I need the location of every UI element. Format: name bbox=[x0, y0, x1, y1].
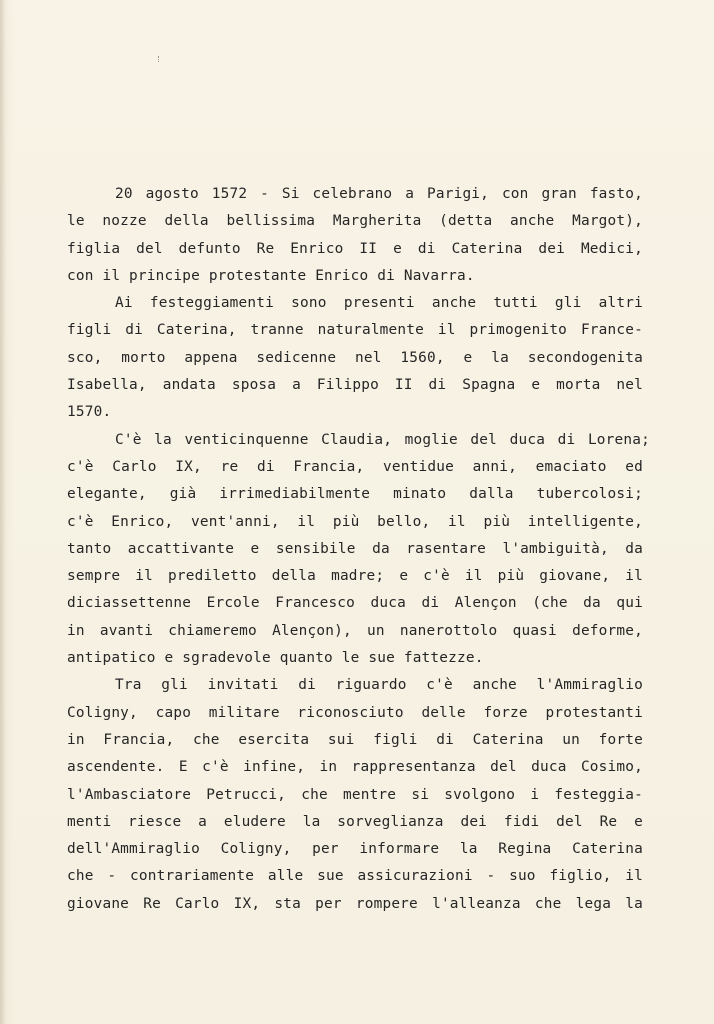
text-line: sempre il prediletto della madre; e c'è il più giovane, il bbox=[67, 568, 643, 585]
typed-body-text bbox=[67, 181, 650, 918]
text-line: menti riesce a eludere la sorveglianza dei fidi del Re e bbox=[67, 813, 643, 830]
text-line: sco, morto appena sedicenne nel 1560, e la secondogenita bbox=[67, 349, 643, 366]
text-line: le nozze della bellissima Margherita (detta anche Margot), bbox=[67, 213, 643, 230]
text-line: in avanti chiameremo Alençon), un nanerottolo quasi deforme, bbox=[67, 622, 643, 639]
paper-speck bbox=[158, 56, 161, 62]
text-line: giovane Re Carlo IX, sta per rompere l'alleanza che lega la bbox=[67, 895, 643, 912]
text-line: tanto accattivante e sensibile da rasentare l'ambiguità, da bbox=[67, 540, 643, 557]
text-line: Tra gli invitati di riguardo c'è anche l'Ammiraglio bbox=[115, 677, 643, 694]
page-edge-shadow bbox=[0, 0, 6, 1024]
text-line: ascendente. E c'è infine, in rappresentanza del duca Cosimo, bbox=[67, 759, 643, 776]
text-line: l'Ambasciatore Petrucci, che mentre si svolgono i festeggia- bbox=[67, 786, 643, 803]
text-line: che - contrariamente alle sue assicurazioni - suo figlio, il bbox=[67, 868, 643, 885]
text-line: 20 agosto 1572 - Si celebrano a Parigi, con gran fasto, bbox=[115, 186, 643, 202]
text-line: con il principe protestante Enrico di Navarra. bbox=[67, 267, 475, 284]
text-line: elegante, già irrimediabilmente minato dalla tubercolosi; bbox=[67, 486, 643, 503]
text-line: c'è Carlo IX, re di Francia, ventidue anni, emaciato ed bbox=[67, 458, 643, 475]
text-line: in Francia, che esercita sui figli di Caterina un forte bbox=[67, 731, 643, 748]
text-line: 1570. bbox=[67, 404, 112, 421]
text-line: C'è la venticinquenne Claudia, moglie del duca di Lorena; bbox=[115, 431, 650, 448]
text-line: figli di Caterina, tranne naturalmente il primogenito France- bbox=[67, 322, 643, 339]
text-line: c'è Enrico, vent'anni, il più bello, il più intelligente, bbox=[67, 513, 643, 530]
text-line: Ai festeggiamenti sono presenti anche tutti gli altri bbox=[115, 295, 643, 312]
text-line: dell'Ammiraglio Coligny, per informare la Regina Caterina bbox=[67, 841, 643, 858]
text-line: Coligny, capo militare riconosciuto delle forze protestanti bbox=[67, 704, 643, 721]
text-line: antipatico e sgradevole quanto le sue fattezze. bbox=[67, 650, 484, 667]
text-line: diciassettenne Ercole Francesco duca di Alençon (che da qui bbox=[67, 595, 643, 612]
text-line: Isabella, andata sposa a Filippo II di Spagna e morta nel bbox=[67, 377, 643, 394]
text-line: figlia del defunto Re Enrico II e di Caterina dei Medici, bbox=[67, 240, 643, 257]
